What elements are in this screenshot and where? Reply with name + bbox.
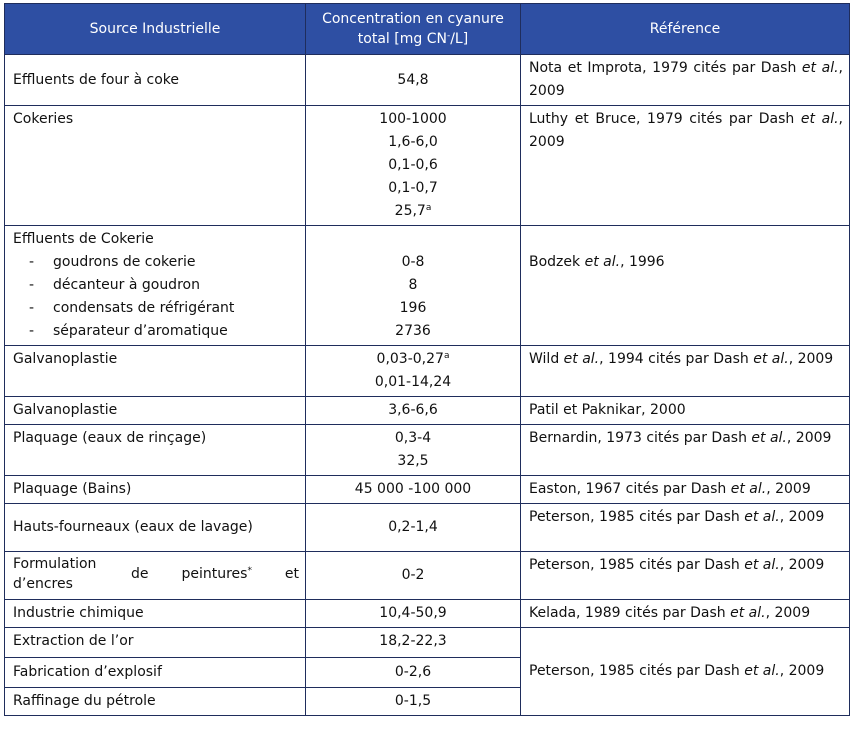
row4-reference [521, 346, 850, 397]
row7-source: Plaquage (Bains) [5, 476, 306, 504]
row6-source: Plaquage (eaux de rinçage) [5, 425, 306, 476]
row8-value: 0,2-1,4 [306, 504, 521, 552]
row6-reference [521, 425, 850, 476]
row9-source-line3: d’encres [13, 576, 73, 592]
table-row [5, 552, 850, 600]
row5-value: 3,6-6,6 [306, 397, 521, 425]
row2-ref-year: , 2009 [529, 111, 843, 150]
row4-ref-etal-1: et al. [563, 351, 600, 367]
row2-reference [521, 106, 850, 226]
row9-source [5, 552, 306, 600]
row3-sub-3 [13, 297, 299, 320]
row3-value-3: 196 [399, 300, 427, 316]
table-row [5, 226, 850, 346]
row6-values [306, 425, 521, 476]
row9-source-word-3: peintures [181, 566, 248, 582]
header-source: Source Industrielle [5, 4, 306, 55]
row3-ref-spacer [529, 228, 843, 251]
row9-source-word-3-wrap [181, 564, 251, 584]
row3-dash-4: - [29, 323, 35, 339]
row3-sub-4-text: séparateur d’aromatique [53, 323, 228, 339]
header-concentration [306, 4, 521, 55]
table-row [5, 397, 850, 425]
row3-dash-1: - [29, 254, 35, 270]
row3-sub-1 [13, 251, 299, 274]
table-row [5, 476, 850, 504]
row4-source: Galvanoplastie [5, 346, 306, 397]
row2-value-5-sup: a [425, 203, 432, 213]
row3-values [306, 226, 521, 346]
row11-value: 18,2-22,3 [306, 628, 521, 658]
row8-ref-etal: et al. [744, 509, 780, 525]
row6-ref-text: Bernardin, 1973 cités par Dash [529, 430, 752, 446]
row9-ref-etal: et al. [744, 557, 780, 573]
row1-value: 54,8 [306, 55, 521, 106]
row2-value-4: 0,1-0,7 [388, 180, 438, 196]
row6-value-1: 0,3-4 [394, 430, 432, 446]
row3-value-4: 2736 [395, 323, 431, 339]
row7-reference [521, 476, 850, 504]
row3-sub-1-text: goudrons de cokerie [53, 254, 196, 270]
row3-reference [521, 226, 850, 346]
header-concentration-unit-pre: total [mg CN [357, 31, 447, 47]
header-row [5, 4, 850, 55]
row4-value-1: 0,03-0,27 [376, 351, 444, 367]
row10-ref-etal: et al. [730, 605, 766, 621]
row11-13-ref-text: Peterson, 1985 cités par Dash [529, 663, 745, 679]
row13-source: Raffinage du pétrole [5, 688, 306, 716]
row11-13-ref-etal: et al. [744, 663, 780, 679]
row9-source-word-4: et [284, 566, 299, 582]
header-reference: Référence [521, 4, 850, 55]
row7-ref-year: , 2009 [766, 481, 811, 497]
row3-ref-year: , 1996 [620, 254, 665, 270]
row2-value-1: 100-1000 [379, 111, 447, 127]
row8-ref-year: , 2009 [779, 509, 825, 525]
row4-value-1-sup: a [443, 351, 450, 361]
row9-source-word-2: de [131, 566, 149, 582]
row10-value: 10,4-50,9 [306, 600, 521, 628]
row3-value-spacer [308, 228, 518, 251]
row2-ref-text: Luthy et Bruce, 1979 cités par Dash [529, 111, 801, 127]
row2-value-5: 25,7 [394, 203, 426, 219]
row1-reference [521, 55, 850, 106]
header-concentration-line2 [358, 31, 468, 47]
table-row [5, 346, 850, 397]
row10-ref-text: Kelada, 1989 cités par Dash [529, 605, 731, 621]
row8-source: Hauts-fourneaux (eaux de lavage) [5, 504, 306, 552]
row4-ref-year: , 2009 [788, 351, 834, 367]
row12-value: 0-2,6 [306, 658, 521, 688]
row10-ref-year: , 2009 [765, 605, 811, 621]
row3-sub-2-text: décanteur à goudron [53, 277, 200, 293]
row1-ref-etal: et al. [801, 60, 839, 76]
row1-ref-year: , 2009 [529, 60, 843, 99]
row10-reference [521, 600, 850, 628]
row6-ref-year: , 2009 [786, 430, 832, 446]
cyanide-concentration-table [4, 3, 850, 716]
row4-ref-mid: , 1994 cités par Dash [599, 351, 754, 367]
row4-ref-text: Wild [529, 351, 564, 367]
table-row [5, 106, 850, 226]
row2-source: Cokeries [5, 106, 306, 226]
row9-value: 0-2 [306, 552, 521, 600]
row3-ref-text: Bodzek [529, 254, 585, 270]
table-row [5, 600, 850, 628]
row3-sub-3-text: condensats de réfrigérant [53, 300, 235, 316]
row2-values [306, 106, 521, 226]
row5-reference: Patil et Paknikar, 2000 [521, 397, 850, 425]
row3-dash-2: - [29, 277, 35, 293]
row3-dash-3: - [29, 300, 35, 316]
row3-value-1: 0-8 [401, 254, 425, 270]
row12-source: Fabrication d’explosif [5, 658, 306, 688]
row9-ref-year: , 2009 [779, 557, 825, 573]
row10-source: Industrie chimique [5, 600, 306, 628]
row2-ref-etal: et al. [800, 111, 839, 127]
row6-value-2: 32,5 [397, 453, 429, 469]
row2-value-2: 1,6-6,0 [388, 134, 438, 150]
row3-sub-2 [13, 274, 299, 297]
row8-reference [521, 504, 850, 552]
row11-13-reference [521, 628, 850, 716]
row4-ref-etal-2: et al. [753, 351, 789, 367]
row9-source-sup: * [247, 566, 252, 576]
row3-source-title: Effluents de Cokerie [13, 231, 154, 247]
row7-ref-etal: et al. [730, 481, 767, 497]
header-concentration-sup: - [446, 31, 451, 41]
row3-source [5, 226, 306, 346]
row9-reference [521, 552, 850, 600]
row4-value-2: 0,01-14,24 [374, 374, 452, 390]
row4-value-1-wrap [308, 348, 518, 371]
row7-value: 45 000 -100 000 [306, 476, 521, 504]
row2-value-5-wrap [308, 200, 518, 223]
row4-values [306, 346, 521, 397]
row1-ref-text: Nota et Improta, 1979 cités par Dash [529, 60, 802, 76]
row3-value-2: 8 [408, 277, 418, 293]
row11-13-ref-year: , 2009 [779, 663, 825, 679]
header-concentration-line1: Concentration en cyanure [322, 11, 504, 27]
row7-ref-text: Easton, 1967 cités par Dash [529, 481, 731, 497]
table-row [5, 55, 850, 106]
header-concentration-unit-post: /L] [450, 31, 469, 47]
table-row [5, 504, 850, 552]
row3-ref-etal: et al. [584, 254, 621, 270]
row9-ref-text: Peterson, 1985 cités par Dash [529, 557, 745, 573]
row13-value: 0-1,5 [306, 688, 521, 716]
row1-source: Effluents de four à coke [5, 55, 306, 106]
row6-ref-etal: et al. [751, 430, 787, 446]
row3-sub-4 [13, 320, 299, 343]
row2-value-3: 0,1-0,6 [388, 157, 438, 173]
table-row [5, 628, 850, 658]
row9-source-word-1: Formulation [13, 556, 97, 572]
row5-source: Galvanoplastie [5, 397, 306, 425]
row11-source: Extraction de l’or [5, 628, 306, 658]
table-row [5, 425, 850, 476]
row8-ref-text: Peterson, 1985 cités par Dash [529, 509, 745, 525]
